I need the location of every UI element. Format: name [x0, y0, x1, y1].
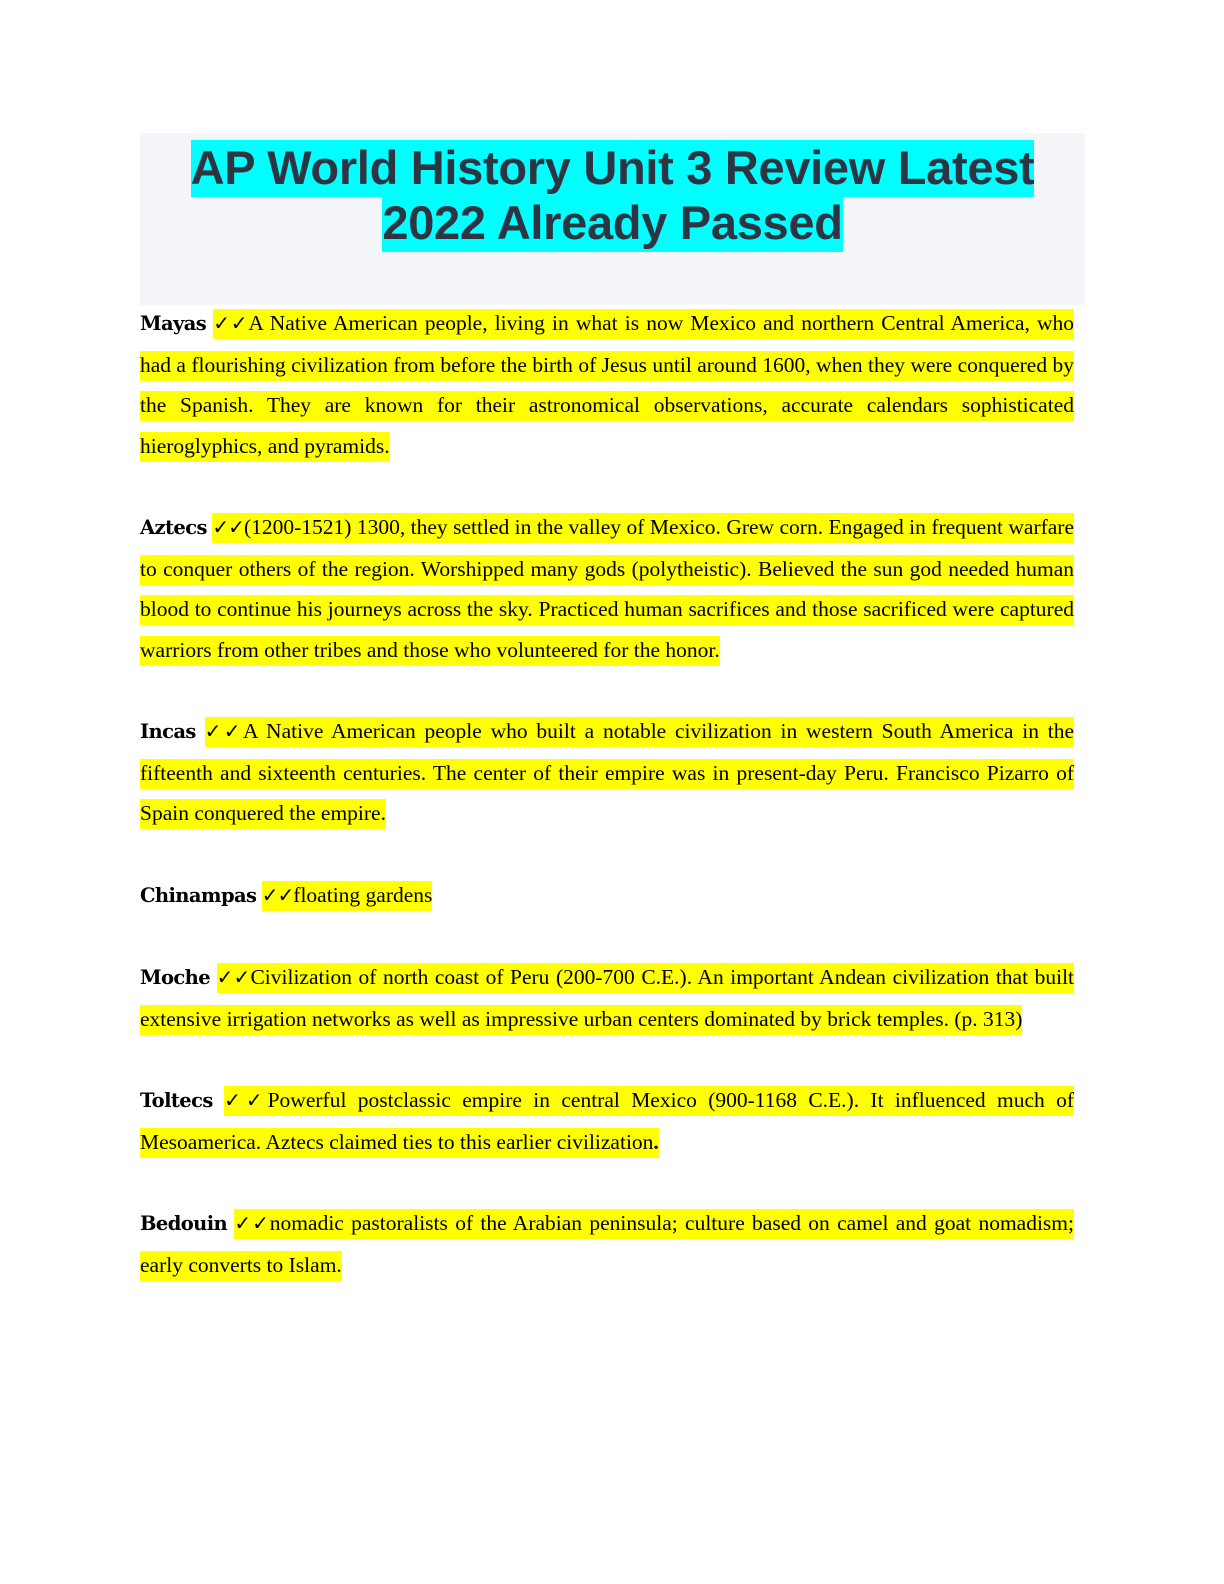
- entry-term: Bedouin: [140, 1212, 228, 1235]
- entry-term: Toltecs: [140, 1089, 213, 1112]
- check-marks-icon: ✓✓: [261, 882, 294, 907]
- list-item: [140, 1080, 1074, 1162]
- page-title: [140, 140, 1085, 250]
- entry-definition: Powerful postclassic empire in central Mexico (900-1168 C.E.). It influenced much of Mesoamerica. Aztecs claimed ties to this earlier civilization: [140, 1088, 1075, 1154]
- entry-highlight: [140, 309, 1074, 462]
- entry-term: Incas: [140, 720, 196, 743]
- list-item: [140, 711, 1074, 834]
- entry-term: Chinampas: [140, 883, 257, 907]
- entry-definition: Civilization of north coast of Peru (200-700 C.E.). An important Andean civilization that built extensive irrigation networks as well as impressive urban centers dominated by brick temples. (p. 313): [140, 965, 1075, 1031]
- check-marks-icon: ✓✓: [212, 515, 244, 539]
- check-marks-icon: ✓✓: [216, 965, 251, 989]
- definitions-list: [140, 303, 1074, 1285]
- entry-highlight: [262, 881, 433, 911]
- check-marks-icon: ✓✓: [213, 311, 249, 335]
- page-title-line-1: AP World History Unit 3 Review Latest: [191, 140, 1035, 197]
- list-item: [140, 1203, 1074, 1285]
- entry-term: Aztecs: [140, 516, 207, 539]
- page-title-line-2: 2022 Already Passed: [382, 195, 842, 252]
- list-item: [140, 507, 1074, 670]
- entry-definition: (1200-1521) 1300, they settled in the valley of Mexico. Grew corn. Engaged in frequent warfare to conquer others of the region. Worshipped many gods (polytheistic). Believed the sun god needed human blood to continue his journeys across the sky. Practiced human sacrifices and those sacrificed were captured warriors from other tribes and those who volunteered for the honor.: [140, 515, 1075, 662]
- entry-highlight: [140, 963, 1074, 1035]
- check-marks-icon: ✓✓: [204, 719, 243, 743]
- entry-term: Moche: [140, 966, 211, 989]
- entry-definition: A Native American people who built a notable civilization in western South America in the fifteenth and sixteenth centuries. The center of their empire was in present-day Peru. Francisco Pizarro of Spain conquered the empire.: [140, 719, 1075, 825]
- list-item: [140, 957, 1074, 1039]
- entry-definition: floating gardens: [293, 882, 433, 907]
- entry-definition: nomadic pastoralists of the Arabian peninsula; culture based on camel and goat nomadism; early converts to Islam.: [140, 1211, 1074, 1277]
- entry-highlight: [140, 513, 1074, 666]
- entry-trailing-period: .: [653, 1129, 659, 1154]
- entry-definition: A Native American people, living in what is now Mexico and northern Central America, who had a flourishing civilization from before the birth of Jesus until around 1600, when they were conquered by the Spanish. They are known for their astronomical observations, accurate calendars sophisticated hieroglyphics, and pyramids.: [140, 311, 1075, 458]
- entry-highlight: [140, 1086, 1074, 1158]
- entry-highlight: [140, 1209, 1074, 1281]
- list-item: [140, 303, 1074, 466]
- list-item: [140, 875, 1074, 917]
- check-marks-icon: ✓✓: [234, 1211, 270, 1235]
- entry-highlight: [140, 717, 1074, 829]
- entry-term: Mayas: [140, 312, 207, 335]
- check-marks-icon: ✓✓: [224, 1088, 268, 1112]
